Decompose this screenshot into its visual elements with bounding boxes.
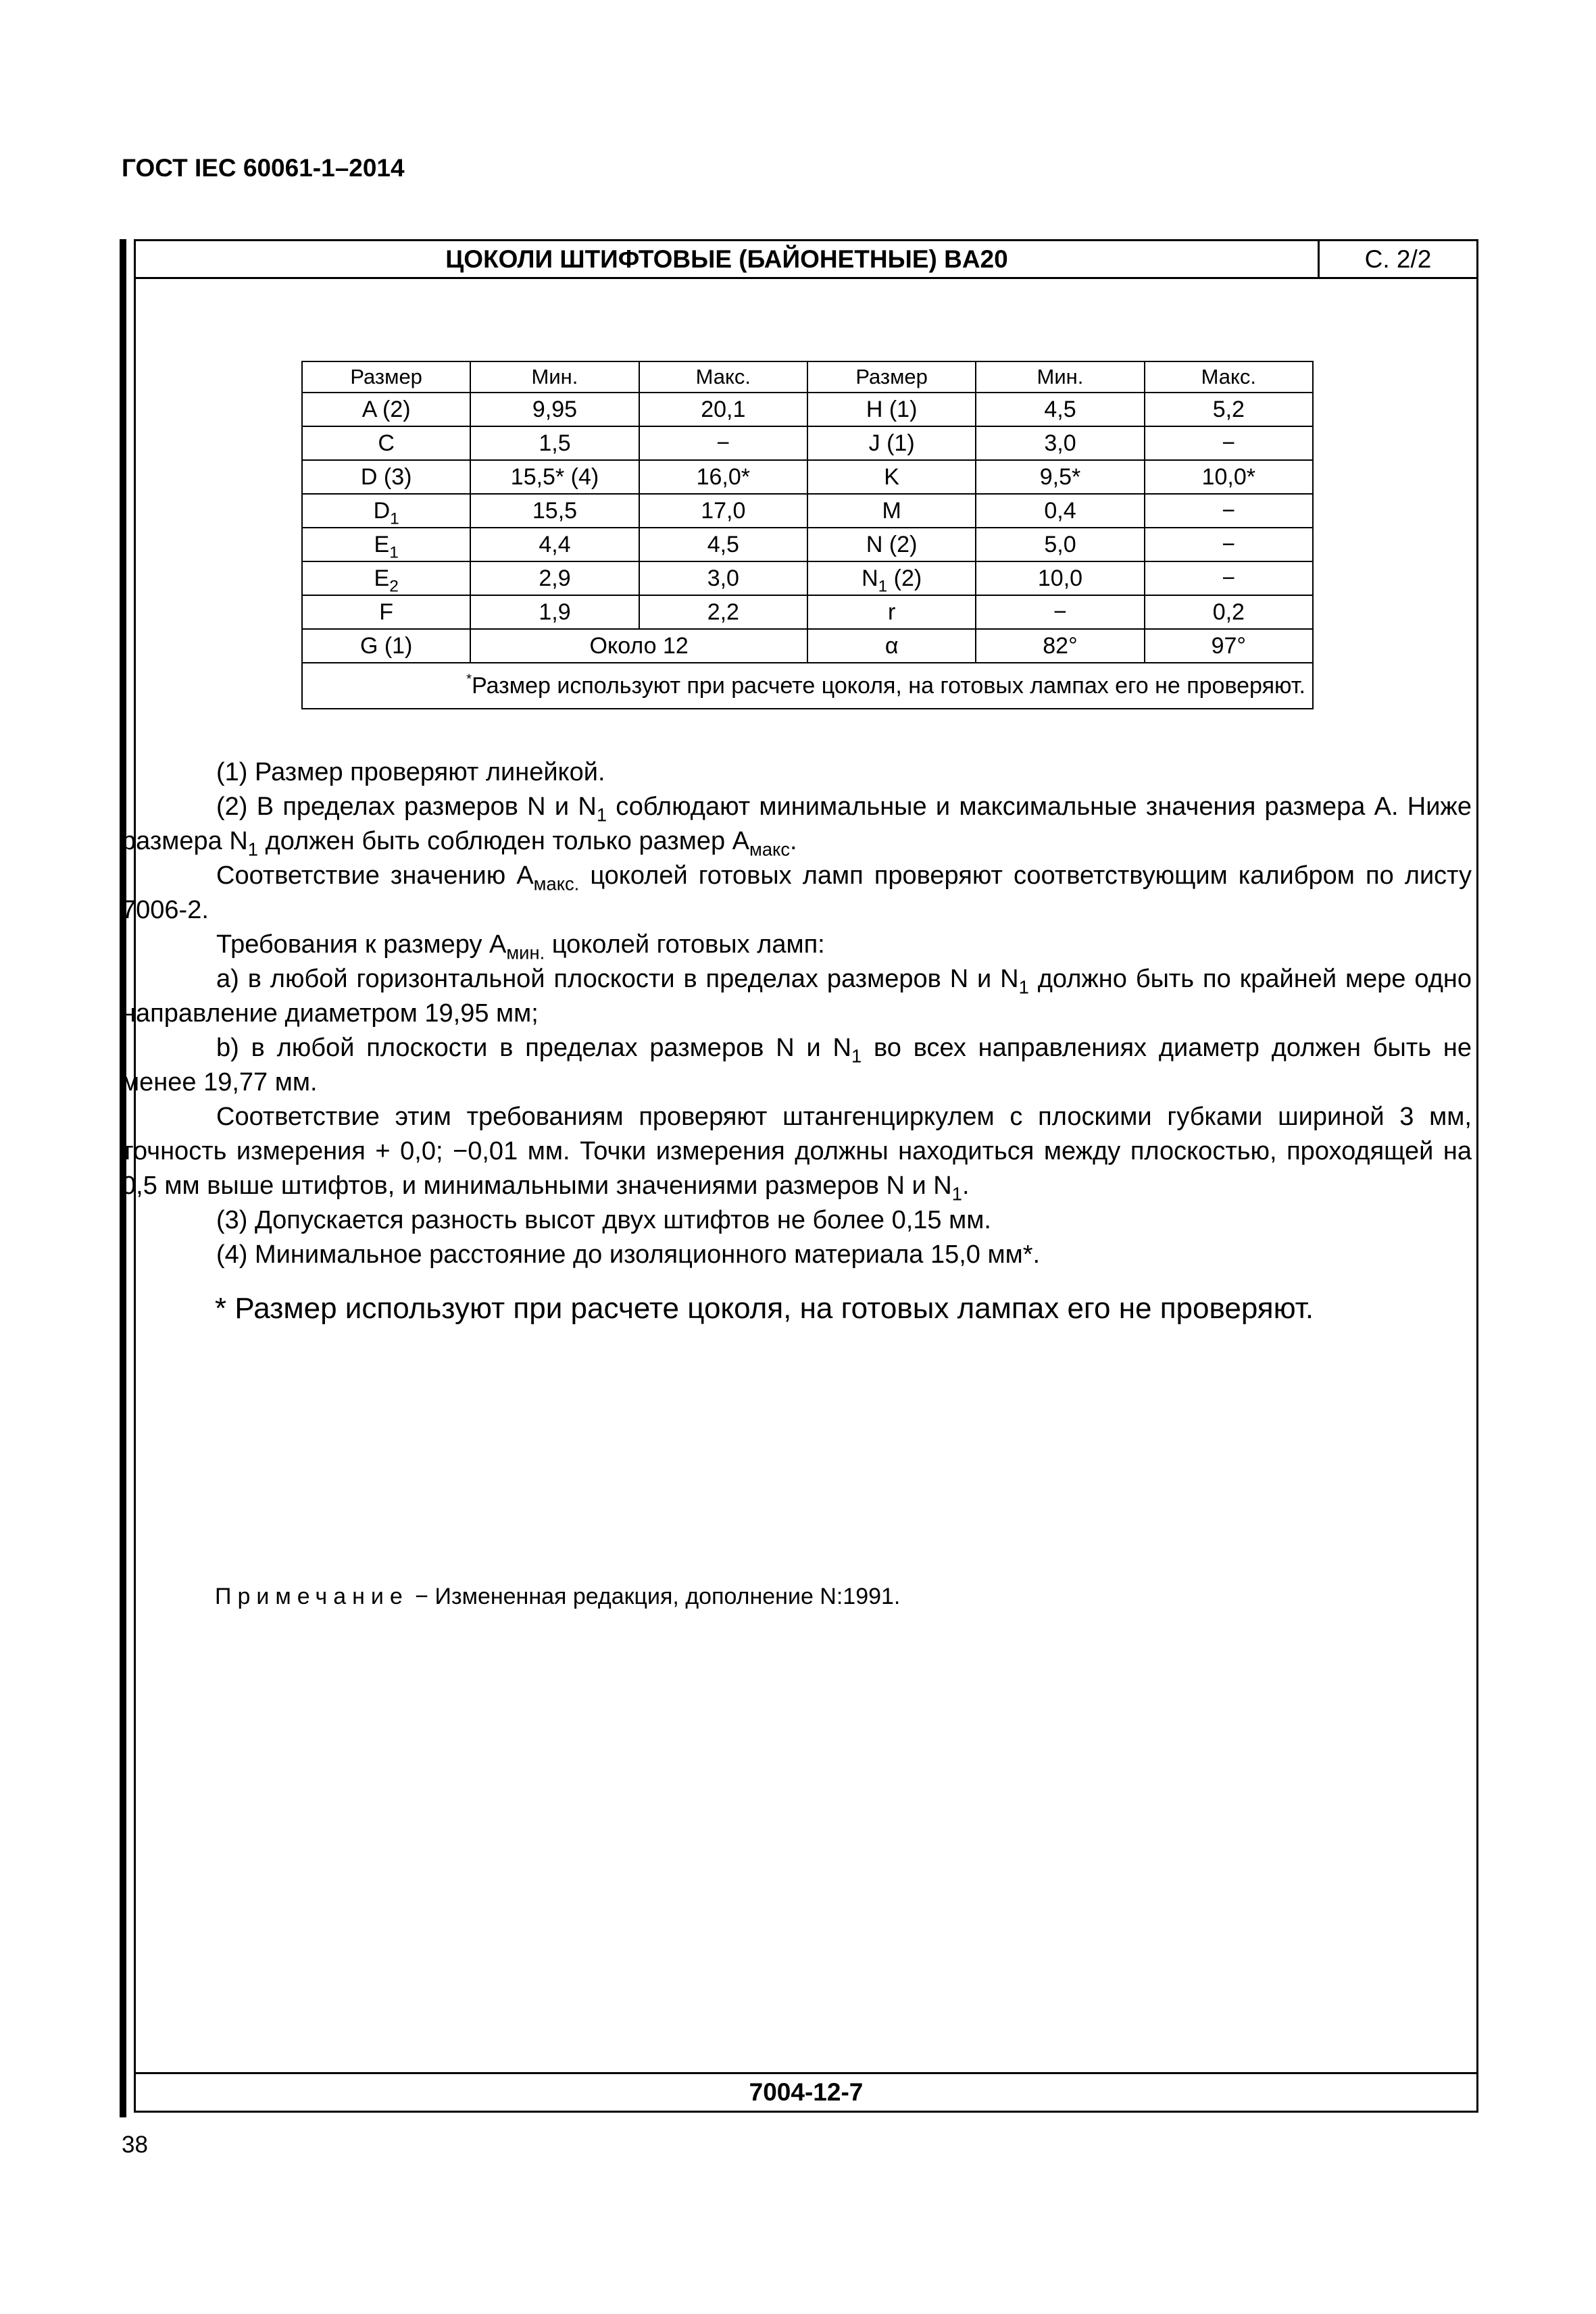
table-row bbox=[302, 561, 1313, 595]
table-cell: 1,9 bbox=[470, 595, 639, 629]
table-cell: 3,0 bbox=[976, 426, 1144, 460]
remark-label: Примечание bbox=[215, 1584, 409, 1609]
header-cell: Макс. bbox=[1145, 361, 1313, 393]
page-number: 38 bbox=[122, 2132, 148, 2158]
notes-block bbox=[122, 755, 1472, 1272]
note-8: (3) Допускается разность высот двух штифтов не более 0,15 мм. bbox=[216, 1206, 991, 1234]
table-cell: − bbox=[1145, 494, 1313, 528]
table-cell: 0,4 bbox=[976, 494, 1144, 528]
table-cell: F bbox=[302, 595, 470, 629]
table-cell: 5,2 bbox=[1145, 393, 1313, 426]
table-footnote-row bbox=[302, 663, 1313, 709]
note-9: (4) Минимальное расстояние до изоляционного материала 15,0 мм*. bbox=[216, 1240, 1041, 1269]
table-cell: 15,5* (4) bbox=[470, 460, 639, 494]
table-cell: A (2) bbox=[302, 393, 470, 426]
table-cell: 15,5 bbox=[470, 494, 639, 528]
header-cell: Макс. bbox=[639, 361, 807, 393]
table-cell: 4,4 bbox=[470, 528, 639, 561]
table-cell: $E_2$ bbox=[302, 561, 470, 595]
table-cell: 10,0* bbox=[1145, 460, 1313, 494]
dimensions-table bbox=[301, 361, 1314, 709]
header-cell: Размер bbox=[302, 361, 470, 393]
table-cell: D (3) bbox=[302, 460, 470, 494]
sheet-page: С. 2/2 bbox=[1320, 241, 1476, 279]
table-cell: − bbox=[1145, 561, 1313, 595]
table-footnote: *Размер используют при расчете цоколя, на готовых лампах его не проверяют. bbox=[302, 663, 1313, 709]
table-row bbox=[302, 595, 1313, 629]
table-cell: 3,0 bbox=[639, 561, 807, 595]
table-cell: 20,1 bbox=[639, 393, 807, 426]
table-cell: r bbox=[807, 595, 976, 629]
table-cell: − bbox=[639, 426, 807, 460]
header-cell: Мин. bbox=[976, 361, 1144, 393]
note-4: Требования к размеру $А_{мин.}$ цоколей готовых ламп: bbox=[216, 930, 825, 963]
table-cell: 97° bbox=[1145, 629, 1313, 663]
table-cell: 16,0* bbox=[639, 460, 807, 494]
remark bbox=[215, 1584, 900, 1610]
table-cell: − bbox=[1145, 528, 1313, 561]
table-cell: 2,9 bbox=[470, 561, 639, 595]
note-6: b) в любой плоскости в пределах размеров N и $N_1$ во всех направлениях диаметр должен быть не менее 19,77 мм. bbox=[122, 1034, 1472, 1097]
table-cell: 82° bbox=[976, 629, 1144, 663]
note-7: Соответствие этим требованиям проверяют штангенциркулем с плоскими губками шириной 3 мм, точность измерения + 0,0; −0,01 мм. Точки измерения должны находиться между плоскостью, проходящей на 0,5 мм выше штифтов, и минимальными значениями размеров N и $N_1$. bbox=[122, 1103, 1472, 1205]
table-cell: H (1) bbox=[807, 393, 976, 426]
note-3: Соответствие значению $А_{макс.}$ цоколей готовых ламп проверяют соответствующим калибром по листу 7006-2. bbox=[122, 861, 1472, 924]
table-cell: $N_1$ (2) bbox=[807, 561, 976, 595]
table-cell: 0,2 bbox=[1145, 595, 1313, 629]
star-footnote: * Размер используют при расчете цоколя, на готовых лампах его не проверяют. bbox=[215, 1292, 1314, 1325]
table-cell: M bbox=[807, 494, 976, 528]
table-cell: 5,0 bbox=[976, 528, 1144, 561]
note-5: a) в любой горизонтальной плоскости в пределах размеров N и $N_1$ должно быть по крайней мере одно направление диаметром 19,95 мм; bbox=[122, 965, 1472, 1028]
table-cell: $D_1$ bbox=[302, 494, 470, 528]
document-code: ГОСТ IEC 60061-1–2014 bbox=[122, 154, 405, 182]
table-cell: N (2) bbox=[807, 528, 976, 561]
sheet-title: ЦОКОЛИ ШТИФТОВЫЕ (БАЙОНЕТНЫЕ) BA20 bbox=[136, 241, 1320, 279]
table-cell: 9,5* bbox=[976, 460, 1144, 494]
table-cell: 2,2 bbox=[639, 595, 807, 629]
table-cell: G (1) bbox=[302, 629, 470, 663]
table-cell: 10,0 bbox=[976, 561, 1144, 595]
sheet-number: 7004-12-7 bbox=[749, 2078, 864, 2106]
header-cell: Мин. bbox=[470, 361, 639, 393]
table-cell: 17,0 bbox=[639, 494, 807, 528]
table-cell: 1,5 bbox=[470, 426, 639, 460]
table-row bbox=[302, 426, 1313, 460]
table-cell: Около 12 bbox=[470, 629, 807, 663]
table-cell: K bbox=[807, 460, 976, 494]
table-cell: α bbox=[807, 629, 976, 663]
table-cell: − bbox=[1145, 426, 1313, 460]
table-cell: 9,95 bbox=[470, 393, 639, 426]
table-cell: C bbox=[302, 426, 470, 460]
header-cell: Размер bbox=[807, 361, 976, 393]
table-row bbox=[302, 460, 1313, 494]
table-cell: J (1) bbox=[807, 426, 976, 460]
table-row bbox=[302, 629, 1313, 663]
table-cell: − bbox=[976, 595, 1144, 629]
note-1: (1) Размер проверяют линейкой. bbox=[216, 758, 605, 786]
table-row bbox=[302, 393, 1313, 426]
note-2: (2) В пределах размеров N и $N_1$ соблюдают минимальные и максимальные значения размера А. Ниже размера $N_1$ должен быть соблюден только размер $А_{макс}$. bbox=[122, 793, 1472, 860]
table-row bbox=[302, 494, 1313, 528]
table-cell: 4,5 bbox=[976, 393, 1144, 426]
table-row bbox=[302, 528, 1313, 561]
table-header-row bbox=[302, 361, 1313, 393]
remark-text: − Измененная редакция, дополнение N:1991. bbox=[408, 1584, 901, 1609]
table-cell: 4,5 bbox=[639, 528, 807, 561]
table-cell: $E_1$ bbox=[302, 528, 470, 561]
